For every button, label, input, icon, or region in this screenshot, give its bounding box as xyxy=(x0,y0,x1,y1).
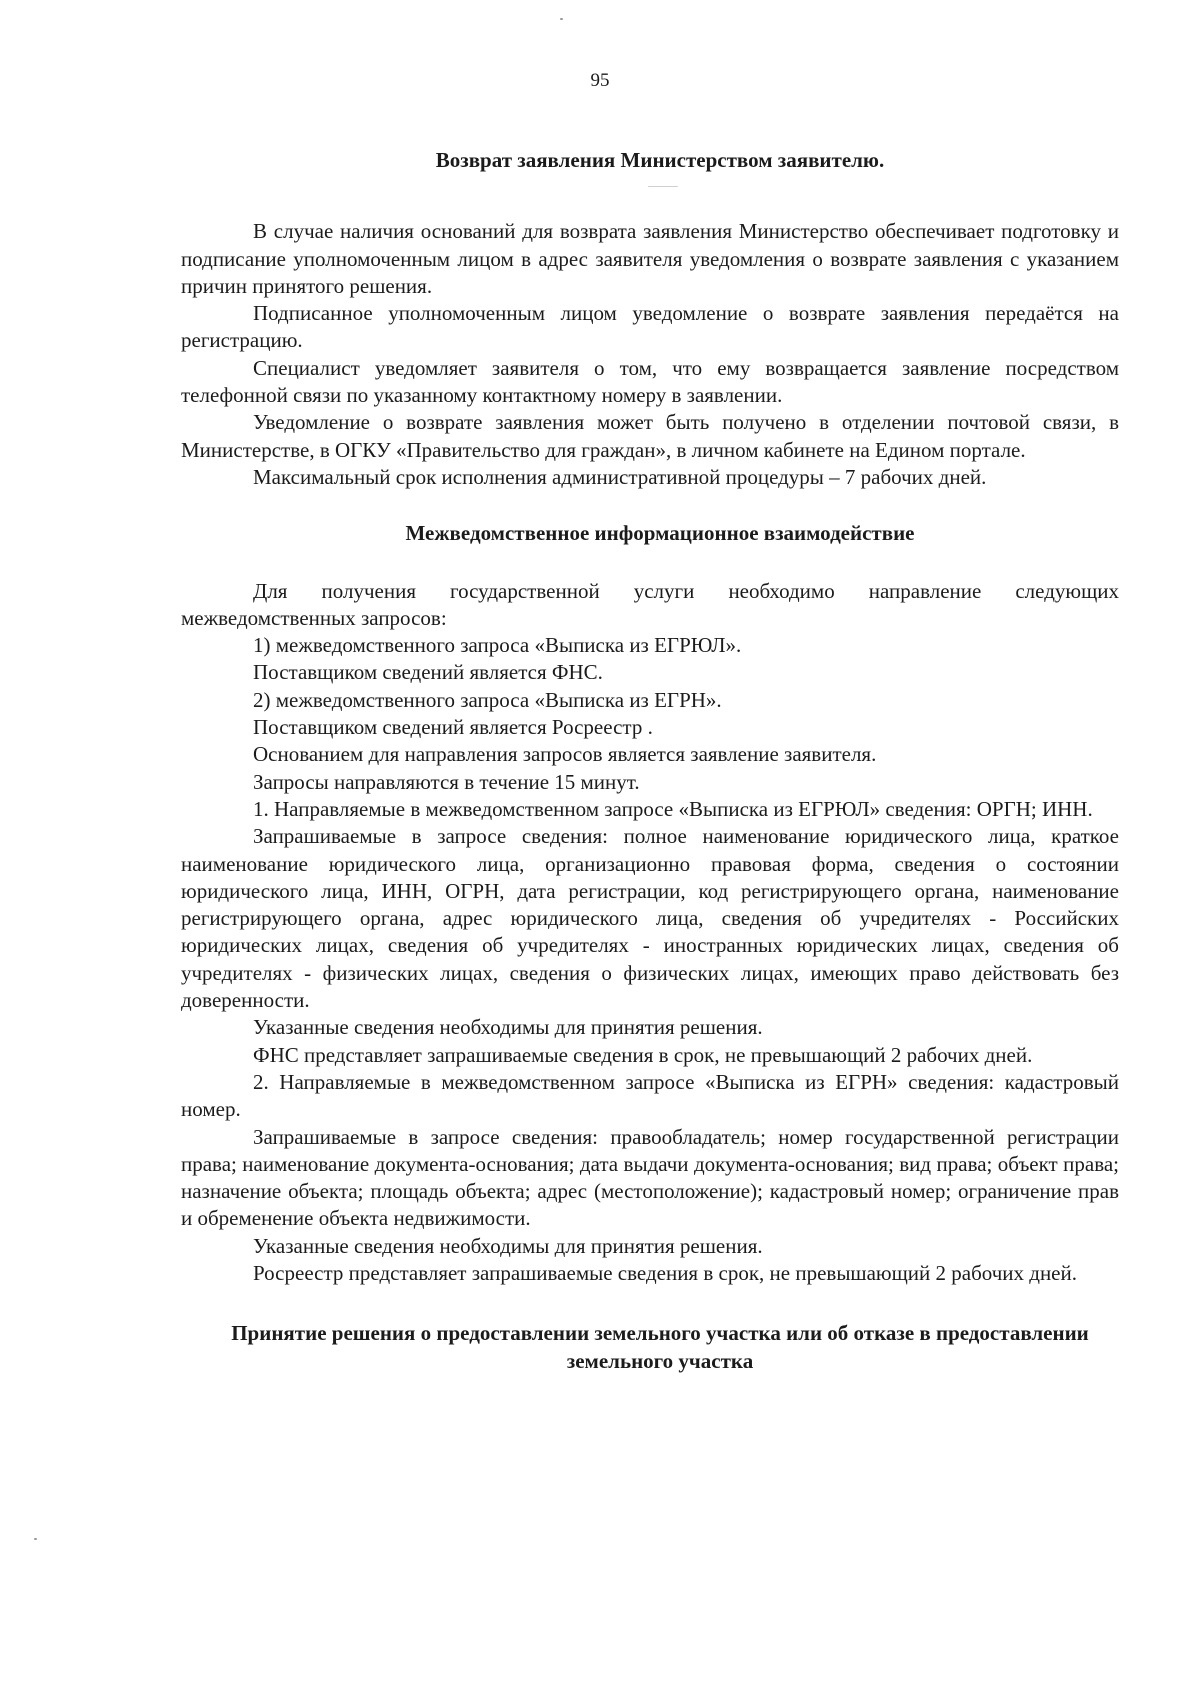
paragraph: Указанные сведения необходимы для принятия решения. xyxy=(253,1233,763,1258)
paragraph: Основанием для направления запросов является заявление заявителя. xyxy=(253,742,877,767)
page-number: 95 xyxy=(590,70,610,91)
paragraph: Максимальный срок исполнения административной процедуры – 7 рабочих дней. xyxy=(253,464,987,489)
paragraph: Запросы направляются в течение 15 минут. xyxy=(253,769,640,794)
paragraph: Уведомление о возврате заявления может быть получено в отделении почтовой связи, в Министерстве, в ОГКУ «Правительство для граждан», в личном кабинете на Едином портале. xyxy=(181,410,1119,462)
paragraph: Для получения государственной услуги необходимо направление следующих межведомственных запросов: xyxy=(181,578,1119,630)
scan-artifact xyxy=(34,1538,37,1540)
paragraph: Запрашиваемые в запросе сведения: полное наименование юридического лица, краткое наименование юридического лица, организационно правовая форма, сведения о состоянии юридического лица, ИНН, ОГРН, дата регистрации, код регистрирующего органа, наименование регистрирующего органа, адрес юридического лица, сведения об учредителях - Российских юридических лицах, сведения об учредителях - иностранных юридических лицах, сведения об учредителях - физических лицах, сведения о физических лицах, имеющих право действовать без доверенности. xyxy=(181,824,1119,1013)
paragraph: 1) межведомственного запроса «Выписка из ЕГРЮЛ». xyxy=(253,633,742,658)
section-heading-interagency: Межведомственное информационное взаимодействие xyxy=(405,521,915,546)
section-heading-return: Возврат заявления Министерством заявителю. xyxy=(435,148,885,172)
document-body xyxy=(181,147,1119,1375)
section-heading-decision: Принятие решения о предоставлении земельного участка или об отказе в предоставлении земельного участка xyxy=(231,1321,1089,1373)
paragraph: Специалист уведомляет заявителя о том, что ему возвращается заявление посредством телефонной связи по указанному контактному номеру в заявлении. xyxy=(181,355,1119,408)
paragraph: 1. Направляемые в межведомственном запросе «Выписка из ЕГРЮЛ» сведения: ОРГН; ИНН. xyxy=(253,796,1093,821)
paragraph: Указанные сведения необходимы для принятия решения. xyxy=(253,1015,763,1040)
paragraph: Поставщиком сведений является ФНС. xyxy=(253,660,603,685)
paragraph: Росреестр представляет запрашиваемые сведения в срок, не превышающий 2 рабочих дней. xyxy=(253,1260,1077,1285)
paragraph: Поставщиком сведений является Росреестр . xyxy=(253,715,653,740)
scan-artifact xyxy=(560,18,563,20)
paragraph: Подписанное уполномоченным лицом уведомление о возврате заявления передаётся на регистрацию. xyxy=(181,301,1119,353)
paragraph: ФНС представляет запрашиваемые сведения в срок, не превышающий 2 рабочих дней. xyxy=(253,1042,1033,1067)
section-return xyxy=(181,218,1119,491)
section-interagency xyxy=(181,578,1119,1288)
paragraph: В случае наличия оснований для возврата заявления Министерство обеспечивает подготовку и подписание уполномоченным лицом в адрес заявителя уведомления о возврате заявления с указанием причин принятого решения. xyxy=(181,219,1119,298)
paragraph: Запрашиваемые в запросе сведения: правообладатель; номер государственной регистрации права; наименование документа-основания; дата выдачи документа-основания; вид права; объект права; назначение объекта; площадь объекта; адрес (местоположение); кадастровый номер; ограничение прав и обременение объекта недвижимости. xyxy=(181,1124,1119,1231)
paragraph: 2) межведомственного запроса «Выписка из ЕГРН». xyxy=(253,687,722,712)
paragraph: 2. Направляемые в межведомственном запросе «Выписка из ЕГРН» сведения: кадастровый номер. xyxy=(181,1069,1119,1122)
